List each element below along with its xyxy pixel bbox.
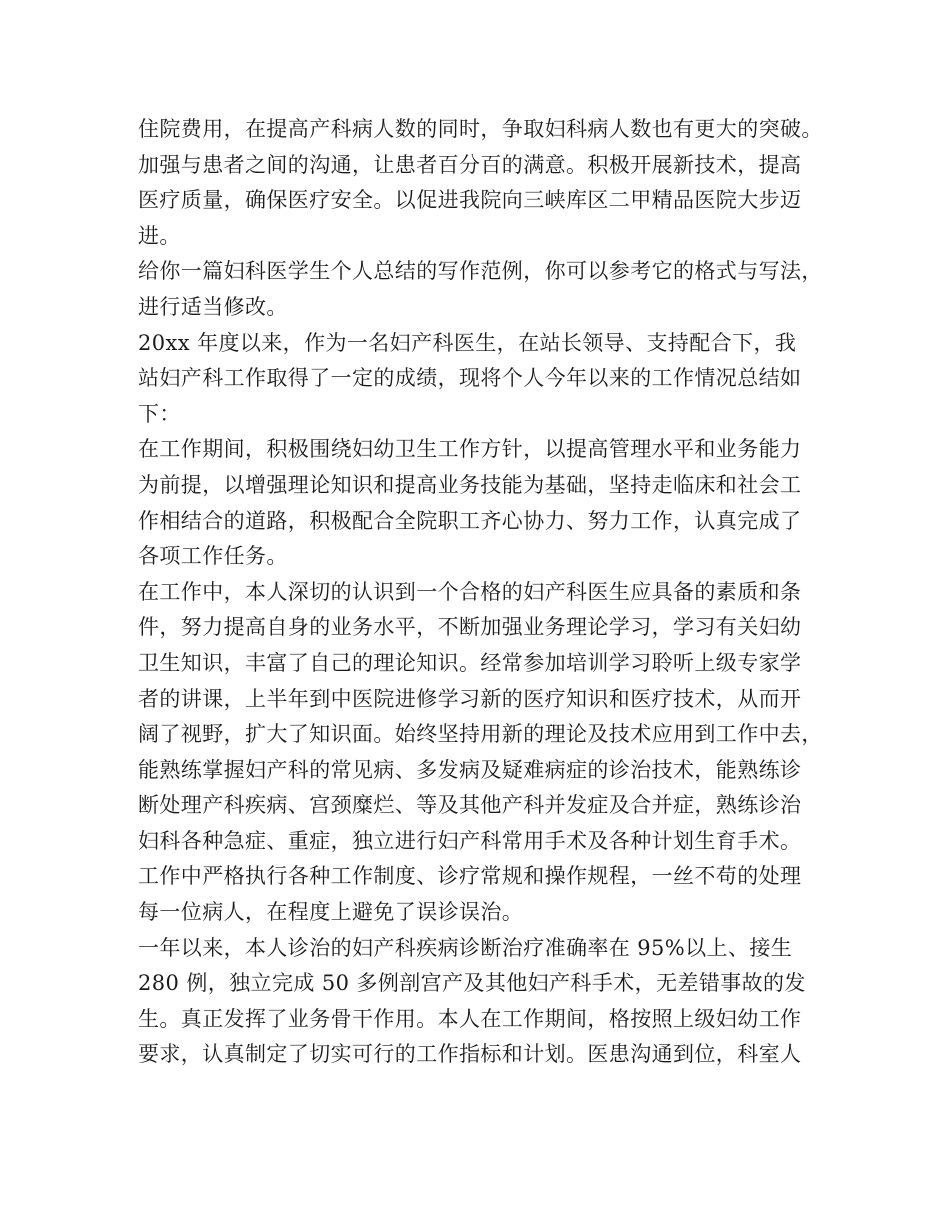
text-line: 能熟练掌握妇产科的常见病、多发病及疑难病症的诊治技术，能熟练诊 bbox=[138, 757, 802, 782]
text-line: 断处理产科疾病、宫颈糜烂、等及其他产科并发症及合并症，熟练诊治 bbox=[138, 793, 802, 818]
text-line: 每一位病人，在程度上避免了误诊误治。 bbox=[138, 900, 524, 925]
text-line: 妇科各种急症、重症，独立进行妇产科常用手术及各种计划生育手术。 bbox=[138, 828, 802, 853]
text-line: 卫生知识，丰富了自己的理论知识。经常参加培训学习聆听上级专家学 bbox=[138, 650, 802, 675]
text-line: 者的讲课，上半年到中医院进修学习新的医疗知识和医疗技术，从而开 bbox=[138, 686, 802, 711]
text-line: 作相结合的道路，积极配合全院职工齐心协力、努力工作，认真完成了 bbox=[138, 508, 802, 533]
text-line: 给你一篇妇科医学生个人总结的写作范例，你可以参考它的格式与写法， bbox=[138, 259, 823, 284]
text-line: 医疗质量，确保医疗安全。以促进我院向三峡库区二甲精品医院大步迈 bbox=[138, 188, 802, 213]
text-line: 在工作期间，积极围绕妇幼卫生工作方针，以提高管理水平和业务能力 bbox=[138, 437, 802, 462]
text-line: 生。真正发挥了业务骨干作用。本人在工作期间，格按照上级妇幼工作 bbox=[138, 1006, 802, 1031]
text-line: 阔了视野，扩大了知识面。始终坚持用新的理论及技术应用到工作中去， bbox=[138, 722, 823, 747]
text-line: 站妇产科工作取得了一定的成绩，现将个人今年以来的工作情况总结如 bbox=[138, 366, 802, 391]
text-line: 要求，认真制定了切实可行的工作指标和计划。医患沟通到位，科室人 bbox=[138, 1042, 802, 1067]
text-line: 加强与患者之间的沟通，让患者百分百的满意。积极开展新技术，提高 bbox=[138, 152, 802, 177]
text-line: 20xx 年度以来，作为一名妇产科医生，在站长领导、支持配合下，我 bbox=[138, 330, 797, 355]
text-line: 各项工作任务。 bbox=[138, 544, 288, 569]
text-line: 下： bbox=[138, 401, 181, 426]
text-line: 进行适当修改。 bbox=[138, 294, 288, 319]
text-line: 在工作中，本人深切的认识到一个合格的妇产科医生应具备的素质和条 bbox=[138, 579, 802, 604]
text-line: 进。 bbox=[138, 223, 181, 248]
text-line: 工作中严格执行各种工作制度、诊疗常规和操作规程，一丝不苟的处理 bbox=[138, 864, 802, 889]
text-line: 件，努力提高自身的业务水平，不断加强业务理论学习，学习有关妇幼 bbox=[138, 615, 802, 640]
text-line: 一年以来，本人诊治的妇产科疾病诊断治疗准确率在 95%以上、接生 bbox=[138, 935, 793, 960]
text-line: 280 例，独立完成 50 多例剖宫产及其他妇产科手术，无差错事故的发 bbox=[138, 971, 806, 996]
text-line: 住院费用，在提高产科病人数的同时，争取妇科病人数也有更大的突破。 bbox=[138, 117, 823, 141]
document-body bbox=[138, 112, 828, 1073]
text-line: 为前提，以增强理论知识和提高业务技能为基础，坚持走临床和社会工 bbox=[138, 472, 802, 497]
